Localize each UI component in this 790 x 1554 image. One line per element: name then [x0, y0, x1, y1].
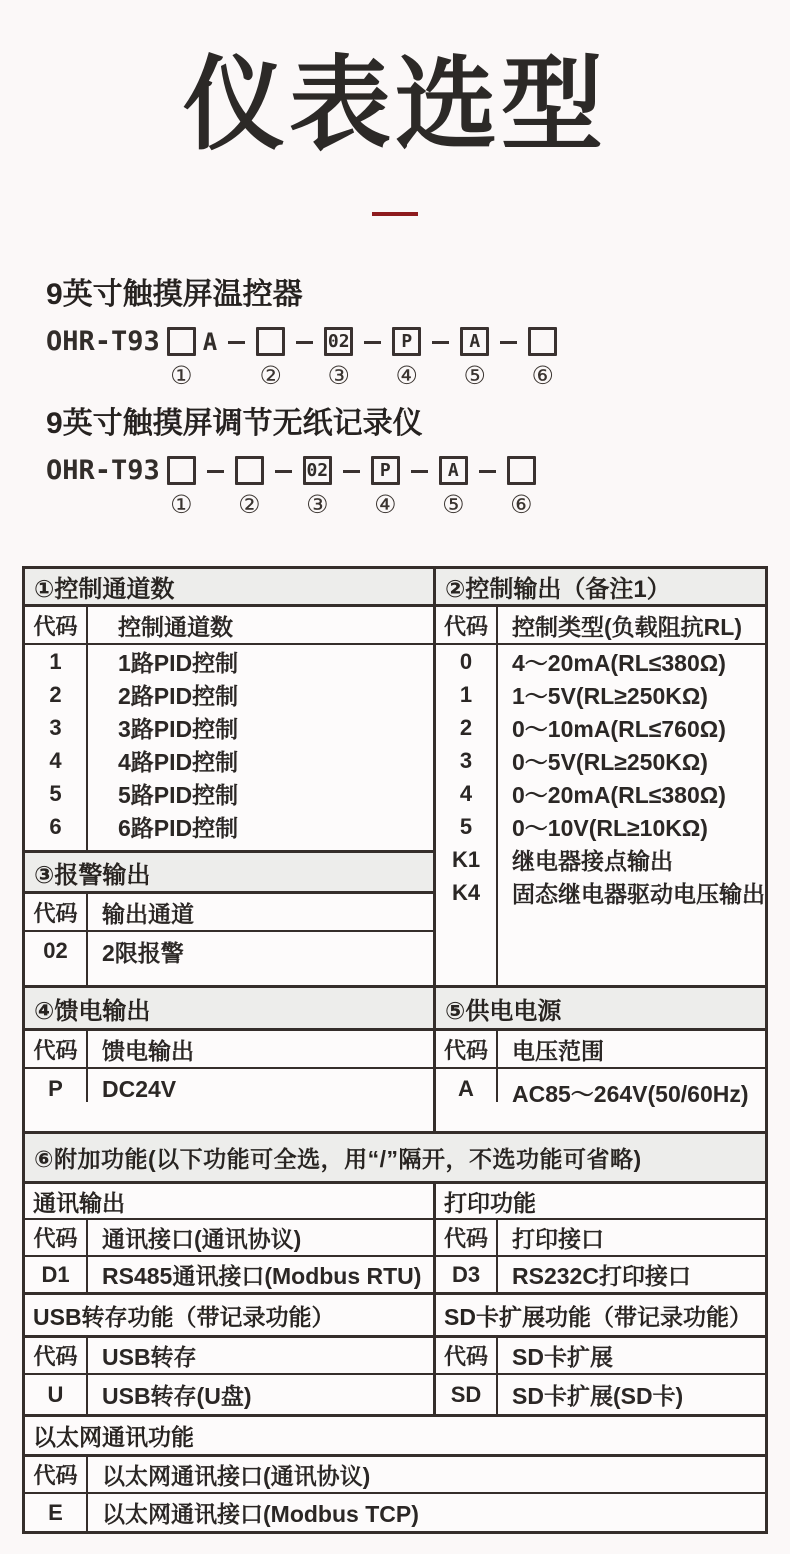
col-header-desc: 电压范围	[512, 1037, 604, 1064]
subsection-comm	[25, 1184, 436, 1292]
desc-cell: DC24V	[102, 1076, 177, 1102]
code-cell: 4	[25, 744, 88, 777]
position-number: ①	[170, 491, 193, 520]
table-row	[436, 1338, 765, 1375]
position-number: ④	[395, 362, 418, 391]
order-segment	[392, 327, 421, 389]
code-cell: E	[25, 1494, 88, 1531]
code-cell: 5	[25, 777, 88, 810]
order-segment	[507, 456, 536, 518]
selection-table	[22, 566, 768, 1534]
desc-cell: 继电器接点输出	[512, 848, 673, 874]
position-number: ⑤	[442, 491, 465, 520]
desc-cell: 0～10V(RL≥10KΩ)	[512, 815, 708, 841]
subsection-title: 打印功能	[436, 1184, 765, 1220]
spacer-row	[25, 843, 433, 850]
code-cell: 3	[25, 711, 88, 744]
subsection-title: 通讯输出	[25, 1184, 433, 1220]
table-row	[25, 932, 433, 970]
section-3-header: ③报警输出	[25, 850, 433, 894]
code-cell: 4	[436, 777, 498, 810]
order-segment	[439, 456, 468, 518]
code-cell: 0	[436, 645, 498, 678]
code-cell: 2	[25, 678, 88, 711]
spacer-row	[436, 909, 765, 985]
table-row	[436, 1257, 765, 1292]
desc-cell: RS232C打印接口	[512, 1263, 691, 1289]
order-box: 02	[303, 456, 332, 485]
dash	[500, 341, 517, 344]
order-segment	[371, 456, 400, 518]
col-header-code: 代码	[25, 1338, 88, 1373]
code-cell: K1	[436, 843, 498, 876]
subsection-title: USB转存功能（带记录功能）	[25, 1295, 433, 1338]
order-box	[256, 327, 285, 356]
desc-cell: SD卡扩展(SD卡)	[512, 1383, 684, 1409]
desc-cell: 1路PID控制	[118, 650, 239, 676]
model-heading: 9英寸触摸屏温控器	[46, 278, 303, 312]
position-number: ③	[306, 491, 329, 520]
col-header-desc: USB转存	[102, 1344, 197, 1370]
code-cell: 02	[25, 932, 88, 970]
desc-cell: AC85～264V(50/60Hz)	[512, 1081, 749, 1107]
col-header-desc: 打印接口	[512, 1226, 604, 1252]
col-header-desc: 以太网通讯接口(通讯协议)	[102, 1463, 371, 1489]
table-band-2	[25, 988, 765, 1134]
order-box: A	[439, 456, 468, 485]
order-box	[507, 456, 536, 485]
table-row	[25, 1069, 433, 1131]
desc-cell: 0～10mA(RL≤760Ω)	[512, 716, 726, 742]
code-cell: U	[25, 1375, 88, 1414]
desc-cell: RS485通讯接口(Modbus RTU)	[102, 1263, 422, 1289]
model-prefix: OHR-T93	[46, 326, 160, 358]
dash	[207, 470, 224, 473]
col-header-desc: 控制通道数	[118, 613, 233, 640]
table-row	[436, 1375, 765, 1414]
order-box	[235, 456, 264, 485]
code-cell: A	[436, 1069, 498, 1102]
desc-cell: 1～5V(RL≥250KΩ)	[512, 683, 708, 709]
model-prefix: OHR-T93	[46, 455, 160, 487]
dash	[479, 470, 496, 473]
subsection-ethernet	[25, 1417, 765, 1531]
desc-cell: 4路PID控制	[118, 749, 239, 775]
order-segment	[460, 327, 489, 389]
col-header-code: 代码	[436, 1031, 498, 1067]
table-row	[436, 678, 765, 711]
title-underline	[372, 212, 418, 216]
position-number: ②	[238, 491, 261, 520]
code-cell: 5	[436, 810, 498, 843]
code-cell: SD	[436, 1375, 498, 1414]
desc-cell: 2限报警	[102, 939, 184, 966]
order-segment	[528, 327, 557, 389]
order-segment	[167, 327, 196, 389]
col-header-code: 代码	[436, 1338, 498, 1373]
table-row	[25, 1375, 433, 1414]
col-header-code: 代码	[25, 1220, 88, 1255]
dash	[296, 341, 313, 344]
table-row	[436, 876, 765, 909]
col-header-desc: SD卡扩展	[512, 1344, 613, 1370]
spacer-row	[25, 970, 433, 985]
page-title: 仪表选型	[183, 48, 607, 162]
table-row	[25, 744, 433, 777]
col-header-code: 代码	[25, 1031, 88, 1067]
dash	[275, 470, 292, 473]
section-6-header: ⑥附加功能(以下功能可全选，用“/”隔开，不选功能可省略)	[25, 1134, 765, 1184]
table-row	[25, 1031, 433, 1069]
order-segment	[256, 327, 285, 389]
section-5	[436, 988, 765, 1131]
code-cell: 1	[436, 678, 498, 711]
section-4-header: ④馈电输出	[25, 988, 433, 1031]
desc-cell: 固态继电器驱动电压输出	[512, 881, 765, 907]
order-segment	[235, 456, 264, 518]
table-row	[25, 777, 433, 810]
col-header-code: 代码	[436, 1220, 498, 1255]
subsection-sd	[436, 1295, 765, 1414]
col-header-code: 代码	[436, 607, 498, 643]
table-row	[25, 678, 433, 711]
subsection-title: 以太网通讯功能	[25, 1417, 765, 1457]
col-header-desc: 控制类型(负载阻抗RL)	[512, 613, 742, 640]
code-cell: D3	[436, 1257, 498, 1292]
table-row	[436, 810, 765, 843]
table-row	[25, 645, 433, 678]
col-header-desc: 馈电输出	[102, 1037, 194, 1064]
code-cell: 3	[436, 744, 498, 777]
code-cell: D1	[25, 1257, 88, 1292]
col-header-desc: 通讯接口(通讯协议)	[102, 1226, 302, 1252]
table-row	[436, 607, 765, 645]
subsection-print	[436, 1184, 765, 1292]
section-1-header: ①控制通道数	[25, 569, 433, 607]
desc-cell: 5路PID控制	[118, 782, 239, 808]
desc-cell: 3路PID控制	[118, 716, 239, 742]
code-cell: 2	[436, 711, 498, 744]
col-header-code: 代码	[25, 894, 88, 930]
table-row	[25, 711, 433, 744]
dash	[432, 341, 449, 344]
table-row	[436, 1220, 765, 1257]
section-1-and-3	[25, 569, 436, 985]
table-band-1	[25, 569, 765, 988]
model-block-recorder	[46, 405, 790, 518]
table-row	[436, 1069, 765, 1131]
position-number: ①	[170, 362, 193, 391]
table-row	[25, 1220, 433, 1257]
table-row	[436, 843, 765, 876]
order-box: P	[392, 327, 421, 356]
table-row	[25, 1494, 765, 1531]
table-row	[436, 777, 765, 810]
section-4	[25, 988, 436, 1131]
dash	[364, 341, 381, 344]
dash	[228, 341, 245, 344]
model-heading: 9英寸触摸屏调节无纸记录仪	[46, 407, 423, 441]
desc-cell: 0～5V(RL≥250KΩ)	[512, 749, 708, 775]
order-segment	[324, 327, 353, 389]
col-header-code: 代码	[25, 1457, 88, 1492]
position-number: ⑤	[463, 362, 486, 391]
table-row	[25, 1457, 765, 1494]
order-segment	[167, 456, 196, 518]
model-suffix: A	[202, 328, 218, 357]
table-band-4	[25, 1295, 765, 1417]
dash	[343, 470, 360, 473]
table-row	[436, 711, 765, 744]
section-2-header: ②控制输出（备注1）	[436, 569, 765, 607]
order-box	[167, 327, 196, 356]
code-cell: P	[25, 1069, 88, 1102]
table-row	[436, 744, 765, 777]
desc-cell: 以太网通讯接口(Modbus TCP)	[102, 1501, 419, 1527]
dash	[411, 470, 428, 473]
code-cell: 6	[25, 810, 88, 843]
table-row	[25, 894, 433, 932]
table-row	[436, 645, 765, 678]
col-header-desc: 输出通道	[102, 900, 194, 927]
order-box	[167, 456, 196, 485]
order-segment	[303, 456, 332, 518]
table-row	[436, 1031, 765, 1069]
table-row	[25, 607, 433, 645]
page	[0, 44, 790, 1527]
position-number: ②	[259, 362, 282, 391]
code-cell: 1	[25, 645, 88, 678]
order-box: 02	[324, 327, 353, 356]
order-box: A	[460, 327, 489, 356]
desc-cell: 0～20mA(RL≤380Ω)	[512, 782, 726, 808]
table-row	[25, 1257, 433, 1292]
subsection-usb	[25, 1295, 436, 1414]
position-number: ③	[327, 362, 350, 391]
position-number: ④	[374, 491, 397, 520]
section-2	[436, 569, 765, 985]
model-block-controller	[46, 276, 790, 389]
desc-cell: USB转存(U盘)	[102, 1383, 252, 1409]
table-row	[25, 1338, 433, 1375]
position-number: ⑥	[531, 362, 554, 391]
desc-cell: 4～20mA(RL≤380Ω)	[512, 650, 726, 676]
subsection-title: SD卡扩展功能（带记录功能）	[436, 1295, 765, 1338]
desc-cell: 6路PID控制	[118, 815, 239, 841]
code-cell: K4	[436, 876, 498, 909]
model-code-line	[46, 456, 790, 518]
col-header-code: 代码	[25, 607, 88, 643]
position-number: ⑥	[510, 491, 533, 520]
table-band-3	[25, 1184, 765, 1295]
section-5-header: ⑤供电电源	[436, 988, 765, 1031]
desc-cell: 2路PID控制	[118, 683, 239, 709]
order-box	[528, 327, 557, 356]
order-box: P	[371, 456, 400, 485]
table-row	[25, 810, 433, 843]
model-code-line	[46, 327, 790, 389]
